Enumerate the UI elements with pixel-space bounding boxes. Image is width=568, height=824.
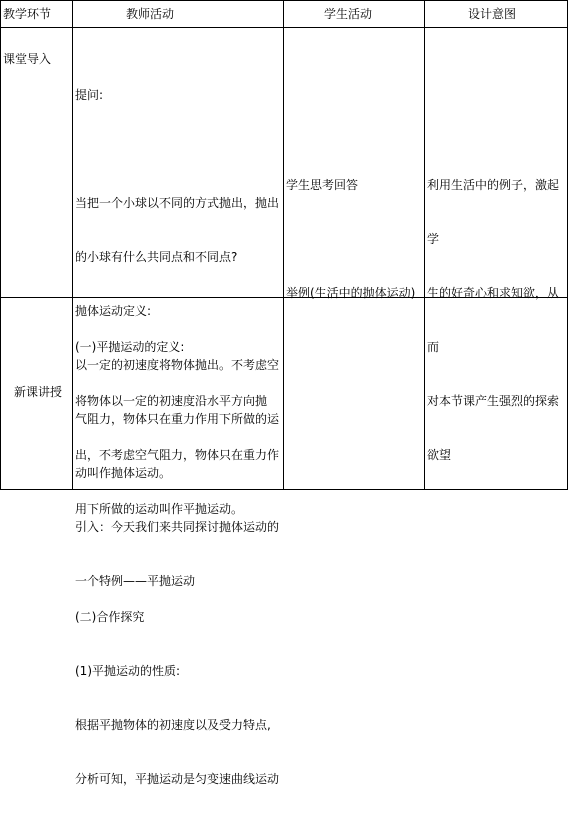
table-border-top [0,0,568,1]
text-gap [75,554,279,572]
text-line: 一个特例——平抛运动 [75,574,196,588]
text-line: 气阻力，物体只在重力作用下所做的运 [75,412,280,426]
text-line: 学生思考回答 [286,178,359,192]
column-divider-2 [283,0,284,490]
text-line: 分析可知，平抛运动是匀变速曲线运动 [75,772,280,786]
header-design-intent: 设计意图 [468,7,517,21]
text-line: 出，不考虑空气阻力，物体只在重力作 [75,448,280,462]
text-line: 对本节课产生强烈的探索 [427,394,560,408]
text-gap [75,140,279,158]
header-stage: 教学环节 [3,7,52,21]
text-line: 的小球有什么共同点和不同点? [75,250,238,264]
row1-student-activity [286,140,415,338]
table-border-left [0,0,1,490]
row1-design-intent [427,140,559,500]
text-line: 利用生活中的例子，激起 [427,178,560,192]
text-line: 抛体运动定义: [75,304,152,318]
text-line: (二)合作探究 [75,610,145,624]
text-line: 欲望 [427,448,452,462]
text-gap [286,230,415,248]
row2-teacher-activity [75,302,279,824]
text-line: (1)平抛运动的性质: [75,664,181,678]
text-line: 将物体以一定的初速度沿水平方向抛 [75,394,268,408]
row1-stage: 课堂导入 [3,52,52,66]
text-line: 引入：今天我们来共同探讨抛体运动的 [75,520,280,534]
text-line: 举例(生活中的抛体运动) [286,286,416,300]
text-line: 生的好奇心和求知欲，从 [427,286,560,300]
text-line: 以一定的初速度将物体抛出。不考虑空 [75,358,280,372]
column-divider-3 [424,0,425,490]
text-line: 提问: [75,88,104,102]
text-line: 用下所做的运动叫作平抛运动。 [75,502,244,516]
header-teacher-activity: 教师活动 [126,7,175,21]
text-line: 而 [427,340,440,354]
header-student-activity: 学生活动 [324,7,373,21]
text-line: 动叫作抛体运动。 [75,466,172,480]
text-line: (一)平抛运动的定义: [75,340,185,354]
text-line: 学 [427,232,440,246]
header-divider [0,27,568,28]
row2-stage: 新课讲授 [14,385,63,399]
text-line: 当把一个小球以不同的方式抛出，抛出 [75,196,280,210]
column-divider-1 [72,0,73,490]
text-line: 根据平抛物体的初速度以及受力特点, [75,718,271,732]
